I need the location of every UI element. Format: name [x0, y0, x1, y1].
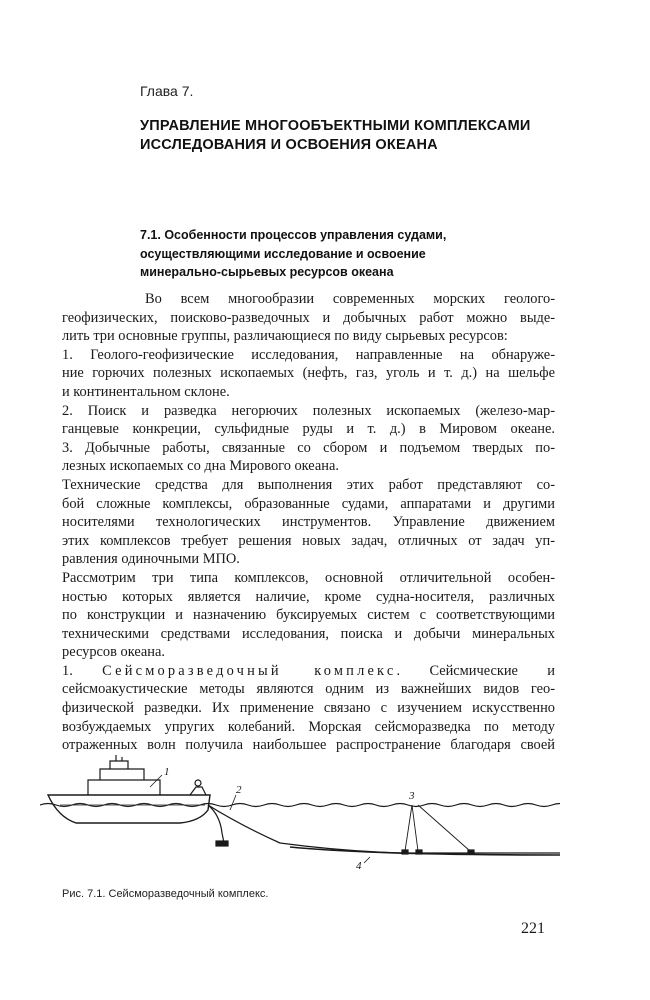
body-line: 2. Поиск и разведка негорючих полезных ископаемых (железо-мар- [62, 402, 555, 419]
airgun-cable [208, 805, 560, 853]
body-line: по конструкции и назначению буксируемых систем с соответствующими [62, 607, 555, 624]
section-title-line: минерально-сырьевых ресурсов океана [140, 265, 394, 279]
body-line: возбуждаемых упругих колебаний. Морская сейсморазведка по методу [62, 718, 555, 735]
body-line: Рассмотрим три типа комплексов, основной отличительной особен- [62, 569, 555, 586]
body-line: и континентальном склоне. [62, 383, 230, 400]
buoy [416, 850, 422, 854]
body-line: ганцевые конкреции, сульфидные руды и т. д.) в Мировом океане. [62, 421, 555, 438]
body-line: техническими средствами исследования, поиска и добычи минеральных [62, 625, 555, 642]
chapter-label: Глава 7. [140, 83, 194, 99]
section-title [140, 226, 560, 282]
body-line: Технические средства для выполнения этих работ представляют со- [62, 476, 555, 493]
seismic-complex-figure [40, 755, 560, 880]
figure-label-4: 4 [356, 860, 362, 872]
figure-caption: Рис. 7.1. Сейсморазведочный комплекс. [62, 888, 269, 900]
tow-cable [208, 805, 224, 843]
body-line: физической разведки. Их применение связано с изучением искусственно [62, 700, 555, 717]
complex-heading-rest: . Сейсмические и [396, 662, 556, 679]
body-line: геофизических, поисково-разведочных и добычных работ можно выде- [62, 309, 555, 326]
body-line: 3. Добычные работы, связанные со сбором и подъемом твердых по- [62, 439, 555, 456]
body-line: этих комплексов требует решения новых задач, отличных от задач уп- [62, 532, 555, 549]
section-title-line: осуществляющими исследование и освоение [140, 246, 426, 261]
body-text [62, 290, 555, 755]
body-line: отраженных волн получила наибольшее распространение благодаря своей [62, 737, 555, 754]
body-line: Во всем многообразии современных морских геолого- [145, 291, 555, 307]
figure-label-2: 2 [236, 784, 242, 796]
body-line: лезных ископаемых со дна Мирового океана. [62, 458, 339, 475]
body-line: лить три основные группы, различающиеся по виду сырьевых ресурсов: [62, 328, 508, 345]
body-line-complex-heading [62, 662, 555, 681]
winch [190, 787, 206, 795]
buoy [402, 850, 408, 854]
chapter-title-line: УПРАВЛЕНИЕ МНОГООБЪЕКТНЫМИ КОМПЛЕКСАМИ [140, 118, 531, 134]
figure-label-3: 3 [409, 790, 415, 802]
ship-superstructure [88, 780, 160, 795]
body-line: носителями технологических инструментов. Управление движением [62, 514, 555, 531]
body-line: сейсмоакустические методы являются одним из важнейших видов гео- [62, 681, 555, 698]
ship-hull [48, 795, 210, 823]
body-line: ние горючих полезных ископаемых (нефть, газ, уголь и т. д.) на шельфе [62, 365, 555, 382]
chapter-title-line: ИССЛЕДОВАНИЯ И ОСВОЕНИЯ ОКЕАНА [140, 137, 438, 153]
section-title-line: 7.1. Особенности процессов управления судами, [140, 228, 447, 242]
buoy [468, 850, 474, 854]
page-number: 221 [521, 920, 545, 937]
chapter-title [140, 117, 580, 155]
airgun-source [216, 841, 228, 846]
body-line: ресурсов океана. [62, 644, 165, 661]
complex-name-spaced: Сейсморазведочный комплекс [102, 662, 397, 679]
complex-number: 1. [62, 662, 103, 679]
figure-label-1: 1 [164, 766, 170, 778]
body-line: бой сложные комплексы, образованные судами, аппаратами и другими [62, 495, 555, 512]
body-line: ностью которых является наличие, кроме судна-носителя, различных [62, 588, 555, 605]
body-line: равления одиночными МПО. [62, 551, 240, 568]
body-line: 1. Геолого-геофизические исследования, направленные на обнаруже- [62, 346, 555, 363]
